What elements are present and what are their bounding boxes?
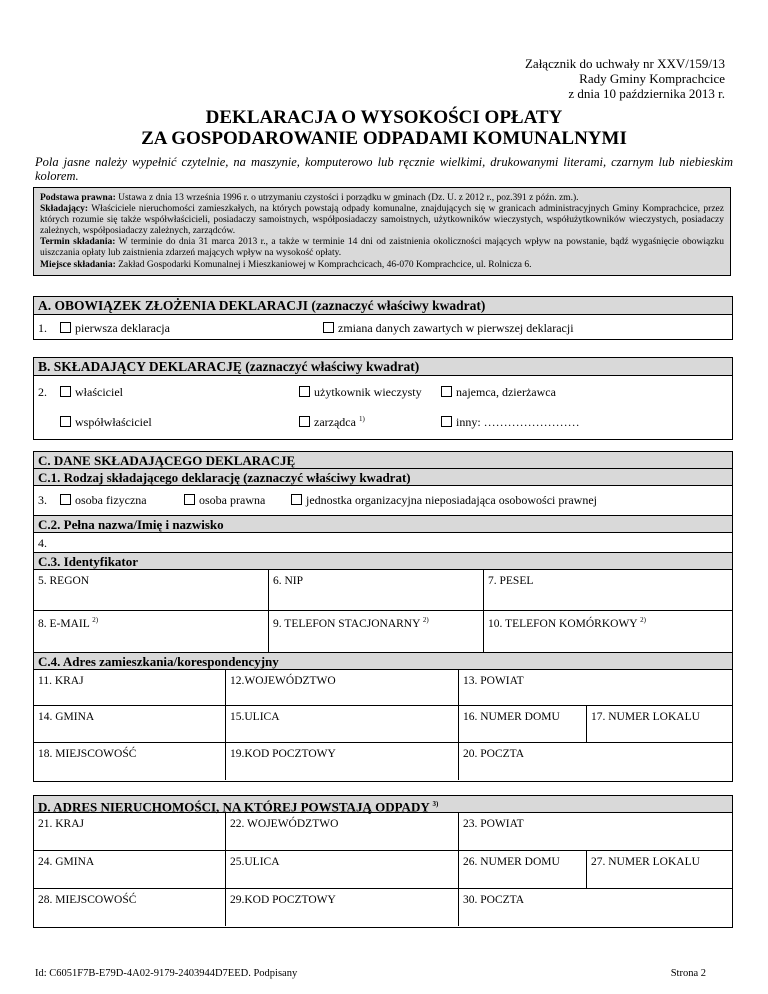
natural-person-checkbox[interactable] — [60, 494, 71, 505]
tenant-option[interactable]: najemca, dzierżawca — [441, 385, 556, 400]
manager-footnote-ref: 1) — [358, 415, 365, 423]
email-footnote-ref: 2) — [92, 616, 99, 624]
full-name-label: 4. — [38, 536, 47, 550]
c-street-label: 15.ULICA — [230, 711, 280, 723]
landline-label: 9. TELEFON STACJONARNY — [273, 617, 420, 630]
section-a — [33, 296, 733, 340]
d-flat-number-label: 27. NUMER LOKALU — [591, 856, 700, 868]
first-declaration-checkbox[interactable] — [60, 322, 71, 333]
d-commune-field[interactable] — [34, 851, 226, 889]
section-c-heading: C. DANE SKŁADAJĄCEGO DEKLARACJĘ — [34, 452, 732, 469]
c-flat-number-field[interactable] — [587, 706, 732, 743]
c-commune-label: 14. GMINA — [38, 711, 95, 723]
d-voivodeship-label: 22. WOJEWÓDZTWO — [230, 818, 339, 830]
document-id: Id: C6051F7B-E79D-4A02-9179-2403944D7EED. Podpisany — [35, 968, 298, 979]
c-county-label: 13. POWIAT — [463, 675, 524, 687]
d-post-office-field[interactable] — [459, 889, 732, 926]
legal-basis: Podstawa prawna: Ustawa z dnia 13 września 1996 r. o utrzymaniu czystości i porządku w gminach (Dz. U. z 2012 r., poz.391 z późn. zm.). — [40, 193, 579, 203]
section-c — [33, 451, 733, 782]
section-a-heading: A. OBOWIĄZEK ZŁOŻENIA DEKLARACJI (zaznaczyć właściwy kwadrat) — [34, 297, 732, 315]
c-locality-field[interactable] — [34, 743, 226, 780]
c-postcode-field[interactable] — [226, 743, 459, 780]
c-post-office-label: 20. POCZTA — [463, 748, 525, 760]
c-house-number-label: 16. NUMER DOMU — [463, 711, 560, 723]
pesel-label: 7. PESEL — [488, 575, 534, 587]
c-post-office-field[interactable] — [459, 743, 732, 780]
coowner-option[interactable]: współwłaściciel — [60, 415, 152, 430]
section-c4-heading: C.4. Adres zamieszkania/korespondencyjny — [34, 653, 732, 670]
c-country-label: 11. KRAJ — [38, 675, 84, 687]
section-c3-heading: C.3. Identyfikator — [34, 553, 732, 570]
c-flat-number-label: 17. NUMER LOKALU — [591, 711, 700, 723]
section-d-heading: D. ADRES NIERUCHOMOŚCI, NA KTÓREJ POWSTAJĄ ODPADY $^{3)}$ — [34, 796, 732, 813]
title-line-2: ZA GOSPODAROWANIE ODPADAMI KOMUNALNYMI — [141, 128, 627, 149]
perpetual-user-option[interactable]: użytkownik wieczysty — [299, 385, 422, 400]
change-data-checkbox[interactable] — [323, 322, 334, 333]
attachment-line-1: Załącznik do uchwały nr XXV/159/13 — [524, 56, 725, 71]
attachment-header — [525, 56, 725, 101]
legal-person-checkbox[interactable] — [184, 494, 195, 505]
mobile-footnote-ref: 2) — [640, 616, 646, 624]
legal-place: Miejsce składania: Zakład Gospodarki Komunalnej i Mieszkaniowej w Komprachcicach, 46-070 Komprachcice, ul. Rolnicza 6. — [40, 259, 532, 270]
d-country-field[interactable] — [34, 813, 226, 851]
section-b-heading: B. SKŁADAJĄCY DEKLARACJĘ (zaznaczyć właściwy kwadrat) — [34, 358, 732, 376]
section-c2-heading: C.2. Pełna nazwa/Imię i nazwisko — [34, 516, 732, 533]
other-checkbox[interactable] — [441, 416, 452, 427]
c-house-number-field[interactable] — [459, 706, 587, 743]
perpetual-user-checkbox[interactable] — [299, 386, 310, 397]
landline-field[interactable] — [269, 611, 484, 652]
other-option[interactable]: inny: …………………… — [441, 415, 580, 430]
d-commune-label: 24. GMINA — [38, 856, 95, 868]
d-country-label: 21. KRAJ — [38, 818, 85, 830]
c-street-field[interactable] — [226, 706, 459, 743]
section-a-number: 1. — [38, 321, 47, 335]
d-flat-number-field[interactable] — [587, 851, 732, 889]
regon-field[interactable] — [34, 570, 269, 611]
owner-option[interactable]: właściciel — [60, 385, 123, 400]
fill-instructions: Pola jasne należy wypełnić czytelnie, na maszynie, komputerowo lub ręcznie wielkimi, drukowanymi literami, czarnym lub niebieskim kolorem. — [35, 155, 733, 183]
email-field[interactable] — [34, 611, 269, 652]
c-voivodeship-label: 12.WOJEWÓDZTWO — [230, 675, 336, 687]
title-line-1: DEKLARACJA O WYSOKOŚCI OPŁATY — [205, 107, 563, 128]
tenant-checkbox[interactable] — [441, 386, 452, 397]
regon-label: 5. REGON — [38, 575, 90, 587]
c-postcode-label: 19.KOD POCZTOWY — [230, 748, 336, 760]
c-voivodeship-field[interactable] — [226, 670, 459, 706]
section-b-number: 2. — [38, 385, 47, 399]
change-data-option[interactable]: zmiana danych zawartych w pierwszej deklaracji — [323, 321, 574, 336]
d-postcode-label: 29.KOD POCZTOWY — [230, 894, 336, 906]
section-c1-number: 3. — [38, 493, 47, 507]
manager-checkbox[interactable] — [299, 416, 310, 427]
pesel-field[interactable] — [484, 570, 732, 611]
d-street-field[interactable] — [226, 851, 459, 889]
section-d-footnote-ref: 3) — [432, 800, 439, 808]
nip-label: 6. NIP — [273, 575, 304, 587]
c-county-field[interactable] — [459, 670, 732, 706]
d-locality-label: 28. MIEJSCOWOŚĆ — [38, 894, 137, 906]
d-post-office-label: 30. POCZTA — [463, 894, 525, 906]
document-title — [0, 107, 768, 149]
section-c1-heading: C.1. Rodzaj składającego deklarację (zaznaczyć właściwy kwadrat) — [34, 469, 732, 486]
legal-person-option[interactable]: osoba prawna — [184, 493, 265, 508]
d-house-number-label: 26. NUMER DOMU — [463, 856, 560, 868]
d-locality-field[interactable] — [34, 889, 226, 926]
organizational-unit-option[interactable]: jednostka organizacyjna nieposiadająca osobowości prawnej — [291, 493, 597, 508]
organizational-unit-checkbox[interactable] — [291, 494, 302, 505]
d-street-label: 25.ULICA — [230, 856, 280, 868]
c-commune-field[interactable] — [34, 706, 226, 743]
mobile-field[interactable] — [484, 611, 732, 652]
coowner-checkbox[interactable] — [60, 416, 71, 427]
first-declaration-option[interactable]: pierwsza deklaracja — [60, 321, 170, 336]
full-name-field[interactable] — [34, 533, 732, 553]
section-b — [33, 357, 733, 440]
legal-deadline: Termin składania: W terminie do dnia 31 marca 2013 r., a także w terminie 14 dni od zaistnienia okoliczności mających wpływ na powstanie, bądź wygaśnięcie obowiązku uiszczania opłaty lub zaistnienia zdarzeń mających wpływ na wysokość opłaty. — [40, 237, 724, 259]
c-country-field[interactable] — [34, 670, 226, 706]
email-label: 8. E-MAIL — [38, 617, 90, 630]
section-d — [33, 795, 733, 928]
manager-option[interactable]: zarządca $^{1)}$ — [299, 415, 365, 430]
d-voivodeship-field[interactable] — [226, 813, 459, 851]
d-postcode-field[interactable] — [226, 889, 459, 926]
legal-basis-box — [33, 187, 731, 276]
d-county-label: 23. POWIAT — [463, 818, 524, 830]
attachment-line-2: Rady Gminy Komprachcice — [579, 71, 725, 86]
mobile-label: 10. TELEFON KOMÓRKOWY — [488, 617, 638, 630]
nip-field[interactable] — [269, 570, 484, 611]
natural-person-option[interactable]: osoba fizyczna — [60, 493, 147, 508]
d-house-number-field[interactable] — [459, 851, 587, 889]
attachment-line-3: z dnia 10 października 2013 r. — [568, 86, 725, 101]
legal-filer: Składający: Właściciele nieruchomości zamieszkałych, na których powstają odpady komunalne, znajdujących się w granicach administracyjnych Gminy Komprachcice, przez których rozumie się także współwłaścicieli, posiadaczy samoistnych, współposiadaczy samoistnych, użytkowników wieczystych, współużytkowników wieczystych, posiadaczy zależnych, współposiadaczy zależnych, zarządców. — [40, 204, 724, 237]
landline-footnote-ref: 2) — [422, 616, 429, 624]
page-number: Strona 2 — [670, 968, 706, 979]
d-county-field[interactable] — [459, 813, 732, 851]
owner-checkbox[interactable] — [60, 386, 71, 397]
c-locality-label: 18. MIEJSCOWOŚĆ — [38, 748, 137, 760]
